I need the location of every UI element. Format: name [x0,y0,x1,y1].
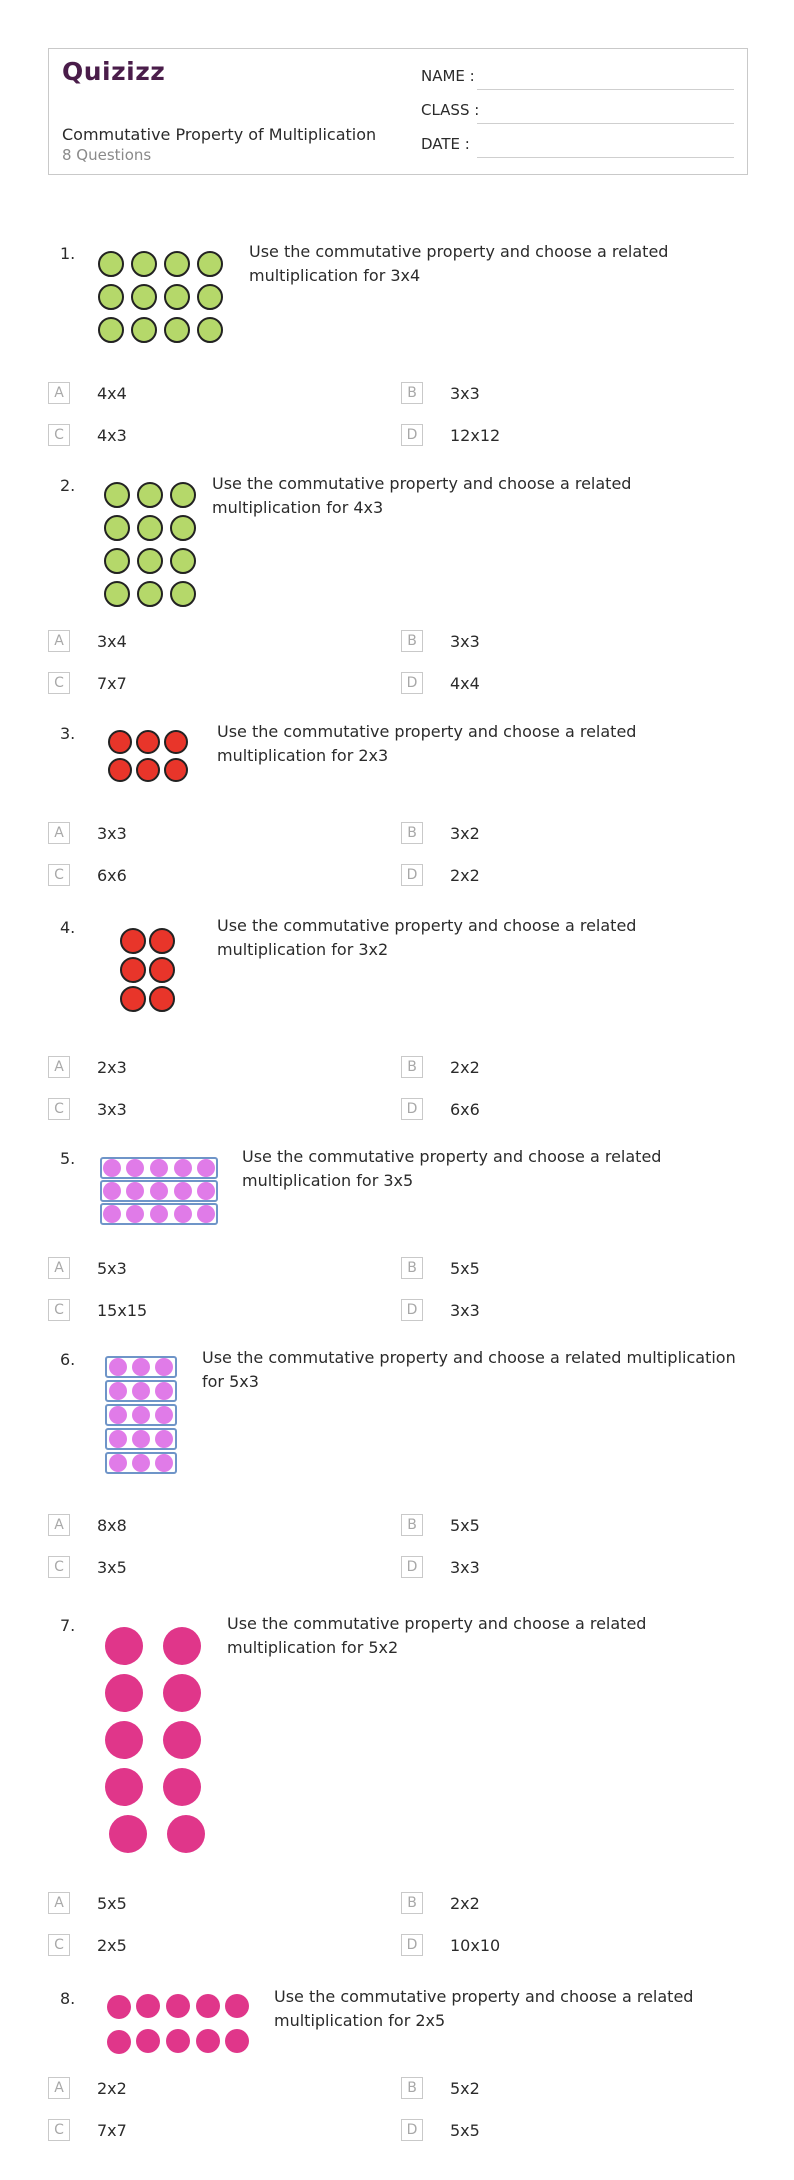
option-d[interactable]: 6x6 [450,1100,480,1119]
option-d-letter: D [401,1934,423,1956]
dot [197,1182,215,1200]
option-a-letter: A [48,1892,70,1914]
option-a-letter: A [48,2077,70,2099]
option-d-letter: D [401,672,423,694]
pink-dot-array-5x2 [104,1626,214,1866]
dot [109,1406,127,1424]
dot [171,582,195,606]
dot [150,1205,168,1223]
question-text: Use the commutative property and choose a related multiplication for 5x3 [202,1348,736,1391]
option-c-letter: C [48,424,70,446]
dot [198,318,222,342]
dot [126,1182,144,1200]
question-text: Use the commutative property and choose a related multiplication for 2x3 [217,722,637,765]
red-dot-array-2x3 [106,728,192,788]
violet-grouped-array-5x3 [105,1356,179,1476]
class-field[interactable] [477,123,734,124]
question-count: 8 Questions [62,146,152,164]
option-b-letter: B [401,630,423,652]
dot [103,1159,121,1177]
dot [132,1358,150,1376]
dot [196,2029,220,2053]
dot [174,1205,192,1223]
dot [107,2030,131,2054]
option-b-letter: B [401,1056,423,1078]
dot [137,731,159,753]
class-label: CLASS : [421,101,480,119]
dot [126,1159,144,1177]
dot [105,549,129,573]
option-b-letter: B [401,1257,423,1279]
dot [150,987,174,1011]
dot [109,759,131,781]
dot [99,285,123,309]
dot [99,318,123,342]
dot [132,1454,150,1472]
dot [165,285,189,309]
dot [103,1205,121,1223]
red-dot-array-3x2 [118,926,178,1014]
option-a[interactable]: 3x4 [97,632,127,651]
option-c-letter: C [48,864,70,886]
option-a-letter: A [48,1056,70,1078]
dot [171,483,195,507]
option-c-letter: C [48,1934,70,1956]
option-b-letter: B [401,382,423,404]
option-a[interactable]: 2x3 [97,1058,127,1077]
question-text: Use the commutative property and choose a related multiplication for 4x3 [212,474,632,517]
option-a[interactable]: 4x4 [97,384,127,403]
dot [165,252,189,276]
option-a-letter: A [48,630,70,652]
dot [132,1406,150,1424]
option-b[interactable]: 2x2 [450,1058,480,1077]
question-number: 1. [60,244,76,263]
dot [121,929,145,953]
dot [138,549,162,573]
dot [109,731,131,753]
dot [196,1994,220,2018]
dot [163,1627,201,1665]
option-a[interactable]: 8x8 [97,1516,127,1535]
option-c[interactable]: 15x15 [97,1301,148,1320]
option-c[interactable]: 3x5 [97,1558,127,1577]
option-d-letter: D [401,1556,423,1578]
name-field[interactable] [477,89,734,90]
question-number: 6. [60,1350,76,1369]
dot [163,1721,201,1759]
dot [155,1430,173,1448]
option-c-letter: C [48,2119,70,2141]
question-number: 2. [60,476,76,495]
dot [109,1382,127,1400]
dot [138,582,162,606]
dot [163,1768,201,1806]
option-d-letter: D [401,1098,423,1120]
dot [165,318,189,342]
dot [166,1994,190,2018]
green-dot-array-3x4 [95,248,235,348]
option-a[interactable]: 5x5 [97,1894,127,1913]
option-b[interactable]: 3x2 [450,824,480,843]
option-c[interactable]: 3x3 [97,1100,127,1119]
question-text: Use the commutative property and choose a related multiplication for 3x2 [217,916,637,959]
dot [132,1430,150,1448]
dot [105,1721,143,1759]
dot [163,1674,201,1712]
date-label: DATE : [421,135,470,153]
dot [109,1815,147,1853]
option-d[interactable]: 5x5 [450,2121,480,2140]
option-b[interactable]: 3x3 [450,632,480,651]
question-number: 3. [60,724,76,743]
question-text: Use the commutative property and choose a related multiplication for 3x4 [249,242,669,285]
dot [105,1627,143,1665]
dot [107,1995,131,2019]
option-b[interactable]: 2x2 [450,1894,480,1913]
dot [126,1205,144,1223]
option-b-letter: B [401,1514,423,1536]
dot [171,549,195,573]
option-b-letter: B [401,822,423,844]
dot [165,759,187,781]
dot [109,1358,127,1376]
option-c-letter: C [48,1556,70,1578]
dot [155,1454,173,1472]
dot [109,1454,127,1472]
option-b[interactable]: 5x5 [450,1516,480,1535]
option-d[interactable]: 10x10 [450,1936,501,1955]
option-c[interactable]: 4x3 [97,426,127,445]
option-a[interactable]: 5x3 [97,1259,127,1278]
option-c[interactable]: 6x6 [97,866,127,885]
option-b-letter: B [401,2077,423,2099]
option-c[interactable]: 7x7 [97,2121,127,2140]
dot [121,958,145,982]
option-a-letter: A [48,1514,70,1536]
option-c-letter: C [48,1299,70,1321]
question-text: Use the commutative property and choose a related multiplication for 5x2 [227,1614,647,1657]
dot [138,516,162,540]
dot [136,2029,160,2053]
question-text: Use the commutative property and choose a related multiplication for 2x5 [274,1987,694,2030]
option-d[interactable]: 4x4 [450,674,480,693]
green-dot-array-4x3 [102,480,202,612]
question-number: 7. [60,1616,76,1635]
dot [155,1358,173,1376]
pink-dot-array-2x5 [106,1993,252,2057]
dot [150,958,174,982]
dot [121,987,145,1011]
option-d[interactable]: 12x12 [450,426,501,445]
option-a[interactable]: 2x2 [97,2079,127,2098]
option-d-letter: D [401,424,423,446]
option-c-letter: C [48,1098,70,1120]
dot [150,929,174,953]
dot [171,516,195,540]
worksheet-title: Commutative Property of Multiplication [62,125,377,144]
option-b[interactable]: 5x2 [450,2079,480,2098]
question-number: 5. [60,1149,76,1168]
question-number: 4. [60,918,76,937]
option-d-letter: D [401,2119,423,2141]
dot [155,1406,173,1424]
dot [105,483,129,507]
option-d-letter: D [401,1299,423,1321]
option-c[interactable]: 7x7 [97,674,127,693]
dot [165,731,187,753]
dot [225,2029,249,2053]
dot [197,1205,215,1223]
dot [132,285,156,309]
dot [105,582,129,606]
dot [99,252,123,276]
name-label: NAME : [421,67,475,85]
dot [150,1159,168,1177]
dot [155,1382,173,1400]
dot [150,1182,168,1200]
dot [167,1815,205,1853]
dot [132,1382,150,1400]
dot [105,1674,143,1712]
option-c-letter: C [48,672,70,694]
option-b[interactable]: 5x5 [450,1259,480,1278]
dot [132,318,156,342]
dot [174,1159,192,1177]
option-d-letter: D [401,864,423,886]
option-d[interactable]: 3x3 [450,1301,480,1320]
violet-grouped-array-3x5 [100,1157,220,1227]
option-d[interactable]: 2x2 [450,866,480,885]
worksheet-header [48,48,748,175]
date-field[interactable] [477,157,734,158]
option-a[interactable]: 3x3 [97,824,127,843]
question-text: Use the commutative property and choose a related multiplication for 3x5 [242,1147,662,1190]
dot [105,516,129,540]
dot [225,1994,249,2018]
option-a-letter: A [48,382,70,404]
dot [109,1430,127,1448]
dot [136,1994,160,2018]
dot [132,252,156,276]
option-c[interactable]: 2x5 [97,1936,127,1955]
dot [138,483,162,507]
dot [198,285,222,309]
dot [103,1182,121,1200]
dot [166,2029,190,2053]
dot [197,1159,215,1177]
dot [198,252,222,276]
dot [105,1768,143,1806]
option-a-letter: A [48,1257,70,1279]
question-number: 8. [60,1989,76,2008]
dot [137,759,159,781]
option-d[interactable]: 3x3 [450,1558,480,1577]
dot [174,1182,192,1200]
option-b[interactable]: 3x3 [450,384,480,403]
option-b-letter: B [401,1892,423,1914]
option-a-letter: A [48,822,70,844]
quizizz-logo: Quizizz [62,57,166,86]
